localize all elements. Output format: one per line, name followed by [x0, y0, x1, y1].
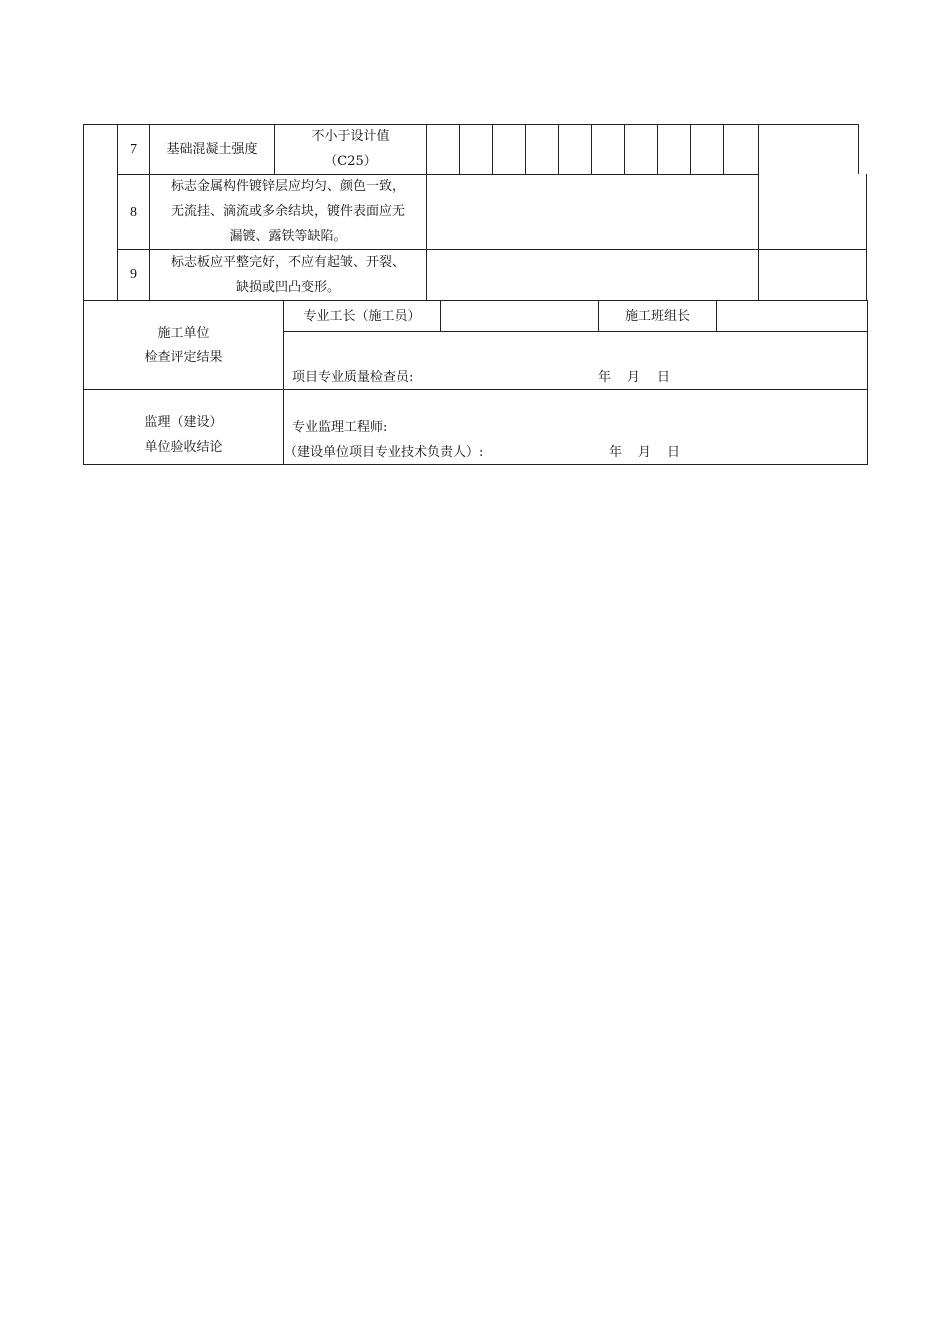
foreman-label: 专业工长（施工员）: [303, 309, 421, 324]
table-right-border-lower: [867, 300, 868, 465]
grid-line-7: [657, 124, 658, 174]
section-separator-construction: [83, 300, 868, 301]
supervision-date-day: 日: [667, 445, 681, 460]
row-9-item-line-2: 缺损或凹凸变形。: [235, 280, 340, 295]
construction-date-month: 月: [627, 370, 641, 385]
row-8-number: 8: [130, 205, 137, 220]
foreman-value-left: [440, 300, 441, 332]
team-leader-label: 施工班组长: [624, 309, 690, 324]
grid-line-3: [525, 124, 526, 174]
supervision-label-line-1: 监理（建设）: [144, 415, 223, 430]
quality-inspector-label: 项目专业质量检查员:: [292, 370, 414, 385]
team-leader-value-left: [716, 300, 717, 332]
construction-label-line-2: 检查评定结果: [144, 350, 223, 365]
table-right-border-mid: [866, 174, 867, 300]
col-requirement-right: [426, 124, 427, 300]
table-right-border-upper: [858, 124, 859, 174]
construction-label-line-1: 施工单位: [157, 326, 210, 341]
supervision-date-month: 月: [638, 445, 652, 460]
construction-date-year: 年: [598, 370, 612, 385]
supervision-label-line-2: 单位验收结论: [144, 440, 223, 455]
row-8-item-line-3: 漏镀、露铁等缺陷。: [229, 229, 347, 244]
row-7-number: 7: [130, 142, 137, 157]
grid-line-5: [591, 124, 592, 174]
row-7-requirement-line-2: （C25）: [324, 154, 377, 169]
row-7-item: 基础混凝土强度: [166, 142, 258, 157]
row-9-number: 9: [130, 267, 137, 282]
grid-line-6: [624, 124, 625, 174]
grid-line-9: [723, 124, 724, 174]
construction-inner-separator: [283, 331, 868, 332]
construction-date-day: 日: [657, 370, 671, 385]
row-7-requirement-line-1: 不小于设计值: [311, 129, 390, 144]
grid-line-2: [492, 124, 493, 174]
owner-technical-lead-label: （建设单位项目专业技术负责人）:: [284, 445, 484, 460]
supervision-engineer-label: 专业监理工程师:: [292, 420, 388, 435]
row-9-item-line-1: 标志板应平整完好，不应有起皱、开裂、: [170, 255, 405, 270]
col-result-right: [758, 124, 759, 300]
table-top-border: [83, 124, 859, 125]
grid-line-8: [690, 124, 691, 174]
supervision-date-year: 年: [609, 445, 623, 460]
grid-line-1: [459, 124, 460, 174]
section-separator-supervision: [83, 389, 868, 390]
row-8-item-line-2: 无流挂、滴流或多余结块，镀件表面应无: [170, 204, 405, 219]
grid-line-4: [558, 124, 559, 174]
row-8-item-line-1: 标志金属构件镀锌层应均匀、颜色一致，: [170, 179, 405, 194]
